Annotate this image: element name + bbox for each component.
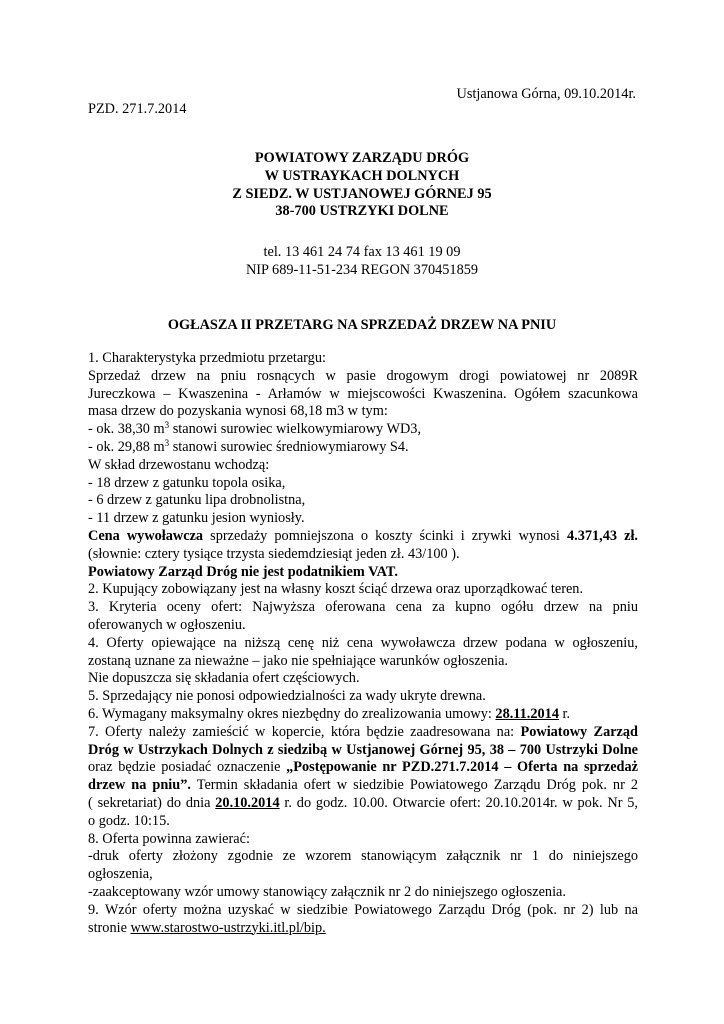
tree-list-item: - 6 drzew z gatunku lipa drobnolistna, [88,492,306,509]
section-3-line: oferowanych w ogłoszeniu. [88,616,246,633]
issuer-postal: 38-700 USTRZYKI DOLNE [275,203,449,220]
section-1-heading: 1. Charakterystyka przedmiotu przetargu: [88,350,326,366]
issuer-seat: Z SIEDZ. W USTJANOWEJ GÓRNEJ 95 [232,185,492,202]
section-1-line: Jureczkowa – Kwaszenina - Arłamów w miejscowości Kwaszenina. Ogółem szacunkowa [88,385,638,402]
section-1-line: W skład drzewostanu wchodzą: [88,456,270,473]
bip-link[interactable]: www.starostwo-ustrzyki.itl.pl/bip. [130,919,326,936]
starting-price: Cena wywoławcza sprzedaży pomniejszona o koszty ścinki i zrywki wynosi 4.371,43 zł. [88,527,638,544]
issuer-location: W USTRAYKACH DOLNYCH [264,167,460,184]
section-7-line: drzew na pniu”. Termin składania ofert w siedzibie Powiatowego Zarządu Dróg pok. nr 2 [88,777,638,794]
section-6: 6. Wymagany maksymalny okres niezbędny do zrealizowania umowy: 28.11.2014 r. [88,705,571,722]
contact-phone: tel. 13 461 24 74 fax 13 461 19 09 [263,244,461,260]
section-4-line: Nie dopuszcza się składania ofert częściowych. [88,670,360,687]
section-7-line: Dróg w Ustrzykach Dolnych z siedzibą w Ustjanowej Górnej 95, 38 – 700 Ustrzyki Dolne [88,741,638,758]
section-4-line: zostaną uznane za nieważne – jako nie spełniające warunków ogłoszenia. [88,652,508,669]
section-1-line: - ok. 38,30 $m^3$ stanowi surowiec wielkowymiarowy WD3, [88,420,422,438]
section-7-line: o godz. 10:15. [88,812,170,829]
section-4-line: 4. Oferty opiewające na niższą cenę niż cena wywoławcza drzew podana w ogłoszeniu, [88,634,638,651]
vat-notice: Powiatowy Zarząd Dróg nie jest podatnikiem VAT. [88,563,398,580]
section-8-line: -zaakceptowany wzór umowy stanowiący załącznik nr 2 do niniejszego ogłoszenia. [88,883,566,900]
section-7-line: 7. Oferty należy zamieścić w kopercie, która będzie zaadresowana na: Powiatowy Zarząd [88,723,639,740]
section-1-line: Sprzedaż drzew na pniu rosnących w pasie drogowym drogi powiatowej nr 2089R [88,367,638,384]
section-9-line: stronie www.starostwo-ustrzyki.itl.pl/bip. [88,919,326,936]
contact-ids: NIP 689-11-51-234 REGON 370451859 [245,261,479,278]
submission-deadline: 20.10.2014 [215,794,280,811]
section-8-line: -druk oferty złożony zgodnie ze wzorem stanowiącym załącznik nr 1 do niniejszego [88,848,638,865]
contract-deadline: 28.11.2014 [495,705,559,722]
tree-list-item: - 11 drzew z gatunku jesion wyniosły. [88,510,305,527]
contact-block [0,244,724,280]
section-2: 2. Kupujący zobowiązany jest na własny koszt ściąć drzewa oraz uporządkować teren. [88,581,584,598]
section-8-line: ogłoszenia, [88,866,153,883]
issuer-header [0,150,724,221]
section-3-line: 3. Kryteria oceny ofert: Najwyższa oferowana cena za kupno ogółu drzew na pniu [88,599,638,616]
section-7-line: ( sekretariat) do dnia 20.10.2014 r. do godz. 10.00. Otwarcie ofert: 20.10.2014r. w pok. Nr 5, [88,794,639,811]
section-1-line: masa drzew do pozyskania wynosi 68,18 m3 w tym: [88,403,388,420]
announcement-title: OGŁASZA II PRZETARG NA SPRZEDAŻ DRZEW NA PNIU [167,317,557,333]
section-9-line: 9. Wzór oferty można uzyskać w siedzibie Powiatowego Zarządu Dróg (pok. nr 2) lub na [88,901,638,918]
section-8-heading: 8. Oferta powinna zawierać: [88,830,250,847]
issuer-name: POWIATOWY ZARZĄDU DRÓG [254,150,470,166]
price-in-words: (słownie: cztery tysiące trzysta siedemdziesiąt jeden zł. 43/100 ). [88,545,460,562]
reference-number: PZD. 271.7.2014 [88,101,187,117]
place-and-date: Ustjanowa Górna, 09.10.2014r. [456,86,636,102]
section-5: 5. Sprzedający nie ponosi odpowiedzialności za wady ukryte drewna. [88,688,486,705]
tree-list-item: - 18 drzew z gatunku topola osika, [88,474,286,491]
section-1-line: - ok. 29,88 $m^3$ stanowi surowiec średniowymiarowy S4. [88,437,409,455]
section-7-line: oraz będzie posiadać oznaczenie „Postępowanie nr PZD.271.7.2014 – Oferta na sprzedaż [88,759,638,776]
announcement-body [88,350,638,937]
